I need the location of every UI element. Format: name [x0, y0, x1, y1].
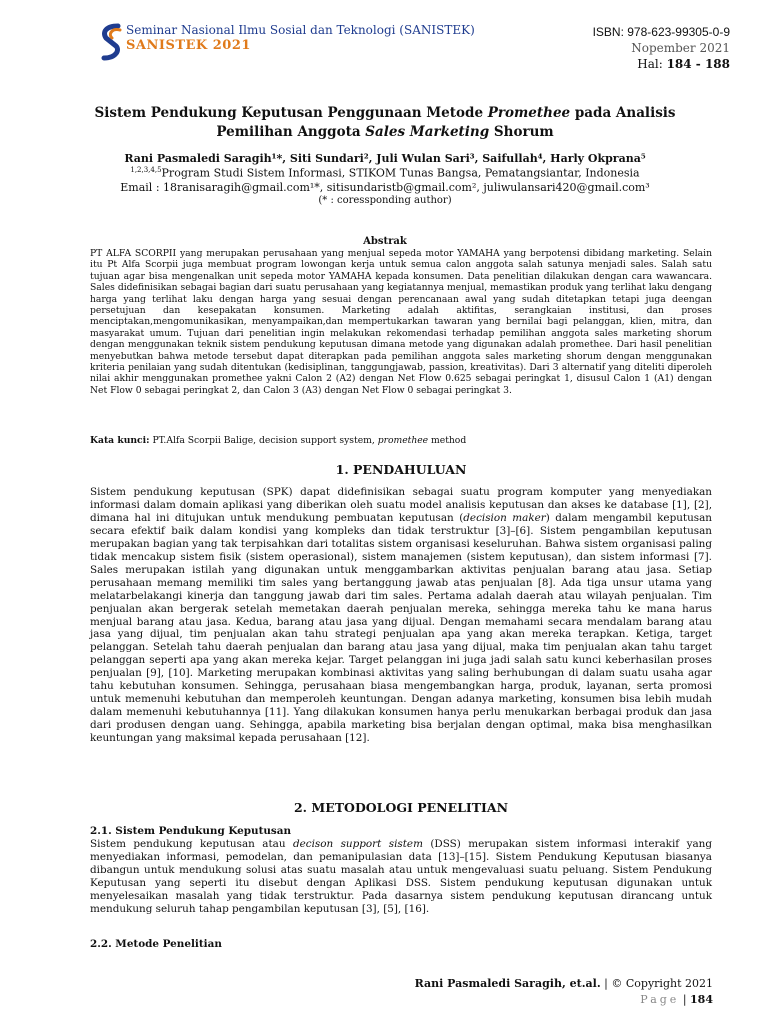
page-range — [593, 56, 730, 72]
footer-page-num: 184 — [690, 993, 713, 1006]
footer-author-name: Rani Pasmaledi Saragih, et.al. — [414, 977, 601, 990]
publication-date: Nopember 2021 — [631, 41, 730, 55]
page-range-label: Hal: — [637, 57, 667, 71]
dss-paragraph — [90, 838, 712, 916]
footer-copyright: | © Copyright 2021 — [600, 977, 713, 990]
keywords-end: method — [428, 435, 467, 446]
subsection-heading-dss: 2.1. Sistem Pendukung Keputusan — [90, 825, 292, 837]
subsection-heading-method: 2.2. Metode Penelitian — [90, 938, 222, 950]
title-text-3: Shorum — [489, 124, 554, 140]
intro-text-1: Sistem pendukung keputusan (SPK) dapat didefinisikan sebagai suatu program komputer yang menyediakan informasi dalam domain aplikasi yang diberikan oleh suatu model analisis keputusan dan akses ke database [1], [2], dimana hal ini ditujukan untuk mendukung pembuatan keputusan ( — [90, 486, 712, 524]
affiliation-text: Program Studi Sistem Informasi, STIKOM Tunas Bangsa, Pematangsiantar, Indonesia — [161, 166, 640, 180]
conference-name: Seminar Nasional Ilmu Sosial dan Teknologi (SANISTEK) — [126, 23, 475, 37]
abstract-heading: Abstrak — [363, 236, 407, 247]
keywords-italic: promethee — [377, 435, 429, 446]
intro-text-2: ) dalam mengambil keputusan secara efektif baik dalam kondisi yang kompleks dan tidak terstruktur [3]–[6]. Sistem pengambilan keputusan merupakan bagian yang tak terpisahkan dari totalitas sistem organisasi keseluruhan. Bahwa sistem organisasi paling tidak mencakup sistem fisik (sistem operasional), sistem manajemen (sistem keputusan), dan sistem informasi [7]. Sales merupakan istilah yang digunakan untuk menggambarkan aktivitas penjualan barang atau jasa. Setiap perusahaan memang memiliki tim sales yang bertanggung jawab atas penjualan [8]. Ada tiga unsur utama yang melatarbelakangi kinerja dan tanggung jawab dari tim sales. Pertama adalah daerah atau wilayah penjualan. Tim penjualan akan bergerak setelah memetakan daerah penjualan mereka, sehingga mereka tahu ke mana harus menjual barang atau jasa. Kedua, barang atau jasa yang dijual. Dengan memahami secara mendalam barang atau jasa yang dijual, tim penjualan akan tahu strategi penjualan apa yang akan mereka terapkan. Ketiga, target pelanggan. Setelah tahu daerah penjualan dan barang atau jasa yang dijual, maka tim penjualan akan tahu target pelanggan seperti apa yang akan mereka kejar. Target pelanggan ini juga jadi salah satu kunci keberhasilan proses penjualan [9], [10]. Marketing merupakan kombinasi aktivitas yang saling berhubungan di dalam suatu usaha agar tahu kebutuhan konsumen. Sehingga, perusahaan biasa mengembangkan harga, produk, layanan, serta promosi untuk memenuhi kebutuhan dan memperoleh keuntungan. Dengan adanya marketing, konsumen bisa lebih mudah dalam memenuhi kebutuhannya [11]. Yang dilakukan konsumen hanya perlu menukarkan berbagai produk dan jasa dari produsen dengan uang. Sehingga, apabila marketing bisa berjalan dengan optimal, maka bisa menghasilkan keuntungan yang maksimal kepada perusahaan [12]. — [90, 511, 712, 745]
intro-italic: decision maker — [463, 511, 546, 524]
abstract-text: PT ALFA SCORPII yang merupakan perusahaan yang menjual sepeda motor YAMAHA yang berpotensi dibidang marketing. Selain itu Pt Alfa Scorpii juga membuat program lowongan kerja untuk semua calon anggota salah satunya menjadi sales. Salah satu tujuan agar bisa mengenalkan unit sepeda motor YAMAHA kepada konsumen. Data penelitian dilakukan dengan cara wawancara. Sales didefinisikan sebagai bagian dari suatu perusahaan yang kegiatannya menjual, memastikan produk yang terlihat laku dengang harga yang terlihat laku dengan harga yang sesuai dengan perencanaan awal yang sudah ditetapkan tetapi juga deengan persetujuan dan kesepakatan konsumen. Marketing adalah aktifitas, serangkaian institusi, dan proses menciptakan,mengomunikasikan, menyampaikan,dan mempertukarkan tawaran yang bernilai bagi pelanggan, klien, mitra, dan masyarakat umum. Tujuan dari penelitian ingin melakukan rekomendasi terhadap pemilihan anggota sales marketing shorum dengan menggunakan teknik sistem pendukung keputusan dimana metode yang digunakan adalah promethee. Dari hasil penelitian menyebutkan bahwa metode tersebut dapat diterapkan pada pemilihan anggota sales marketing shorum dengan menggunakan kriteria penilaian yang sudah ditentukan (kedisiplinan, tanggungjawab, passion, kreativitas). Dari 3 alternatif yang diteliti diperoleh nilai akhir menggunakan promethee yakni Calon 2 (A2) dengan Net Flow 0.625 sebagai peringkat 1, disusul Calon 1 (A1) dengan Net Flow 0 sebagai peringkat 2, dan Calon 3 (A3) dengan Net Flow 0 sebagai peringkat 3. — [90, 248, 712, 396]
section-heading-methodology: 2. METODOLOGI PENELITIAN — [293, 800, 509, 815]
conference-logo-block — [96, 20, 476, 64]
title-italic-2: Sales Marketing — [365, 124, 490, 140]
page-range-value: 184 - 188 — [666, 57, 730, 71]
section-heading-introduction: 1. PENDAHULUAN — [335, 462, 467, 477]
conference-short-name: SANISTEK 2021 — [126, 38, 251, 53]
keywords — [90, 435, 712, 446]
footer-author — [415, 977, 713, 990]
title-text-2: pada Analisis Pemilihan Anggota — [216, 105, 676, 140]
corresponding-note: (* : coressponding author) — [318, 195, 452, 206]
author-emails: Email : 18ranisaragih@gmail.com¹*, sitisundaristb@gmail.com², juliwulansari420@gmail.com³ — [120, 181, 650, 194]
keywords-label: Kata kunci: — [90, 435, 150, 446]
introduction-paragraph — [90, 486, 712, 745]
footer-page-word: Page — [640, 993, 680, 1006]
keywords-text: PT.Alfa Scorpii Balige, decision support system, — [149, 435, 378, 446]
title-text-1: Sistem Pendukung Keputusan Penggunaan Metode — [94, 105, 488, 121]
dss-text-1: Sistem pendukung keputusan atau — [90, 838, 293, 850]
affiliation — [60, 166, 710, 180]
title-italic-1: Promethee — [487, 105, 571, 121]
isbn: ISBN: 978-623-99305-0-9 — [592, 25, 730, 39]
footer-page-sep: | — [679, 993, 691, 1006]
footer-page-number — [640, 993, 713, 1006]
publication-info — [593, 24, 730, 72]
affiliation-sup: 1,2,3,4,5 — [130, 166, 162, 174]
dss-text-2: (DSS) merupakan sistem informasi interakif yang menyediakan informasi, pemodelan, dan pemanipulasian data [13]–[15]. Sistem Pendukung Keputusan biasanya dibangun untuk mendukung solusi atas suatu masalah atau untuk mengevaluasi suatu peluang. Sistem Pendukung Keputusan yang seperti itu disebut dengan Aplikasi DSS. Sistem pendukung keputusan digunakan untuk menyelesaikan masalah yang tidak terstruktur. Pada dasarnya sistem pendukung keputusan dirancang untuk mendukung seluruh tahap pengambilan keputusan [3], [5], [16]. — [90, 838, 712, 915]
paper-title — [60, 104, 710, 142]
author-list: Rani Pasmaledi Saragih¹*, Siti Sundari², Juli Wulan Sari³, Saifullah⁴, Harly Okprana⁵ — [124, 152, 646, 165]
dss-italic: decison support sistem — [292, 838, 423, 850]
sanistek-logo-icon — [96, 22, 126, 62]
